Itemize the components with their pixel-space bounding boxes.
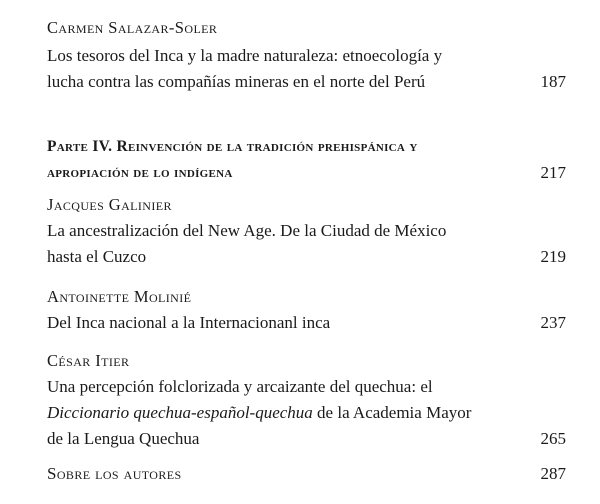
page-number: 237 <box>540 313 566 332</box>
part-heading-line: Parte IV. Reinvención de la tradición prehispánica y <box>47 138 418 155</box>
section-title: Sobre los autores <box>47 464 182 483</box>
page-number: 187 <box>540 72 566 91</box>
entry-author: Carmen Salazar-Soler <box>47 18 218 37</box>
book-title-italic: Diccionario quechua-español-quechua <box>47 403 313 422</box>
page-number: 219 <box>540 247 566 266</box>
entry-author: Jacques Galinier <box>47 195 172 214</box>
entry-title-line: Los tesoros del Inca y la madre naturaleza: etnoecología y <box>47 46 443 65</box>
page-number: 265 <box>540 429 566 448</box>
entry-title-line: Una percepción folclorizada y arcaizante del quechua: el <box>47 377 433 396</box>
entry-author: César Itier <box>47 351 130 370</box>
entry-title-line: hasta el Cuzco <box>47 247 147 266</box>
part-heading-line: apropiación de lo indígena <box>47 164 233 181</box>
entry-title-line <box>47 402 471 424</box>
entry-title-line: lucha contra las compañías mineras en el norte del Perú <box>47 72 426 91</box>
entry-title-continuation: de la Academia Mayor <box>312 403 472 422</box>
page-number: 287 <box>540 464 566 483</box>
page-number: 217 <box>540 163 566 182</box>
entry-title-line: Del Inca nacional a la Internacionanl inca <box>47 313 331 332</box>
entry-author: Antoinette Molinié <box>47 287 192 306</box>
entry-title-line: de la Lengua Quechua <box>47 429 200 448</box>
entry-title-line: La ancestralización del New Age. De la Ciudad de México <box>47 221 447 240</box>
